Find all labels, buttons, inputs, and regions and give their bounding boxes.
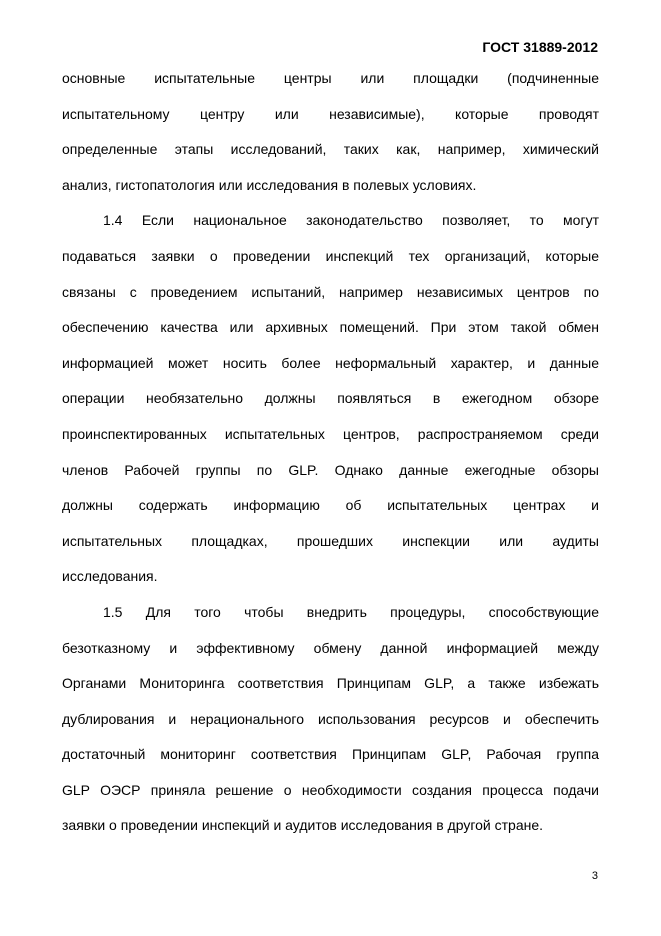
text-line: определенные этапы исследований, таких как, например, химический [62, 141, 599, 158]
text-line: подаваться заявки о проведении инспекций тех организаций, которые [62, 247, 599, 264]
document-code-header: ГОСТ 31889-2012 [482, 39, 598, 55]
text-line: дублирования и нерационального использования ресурсов и обеспечить [62, 710, 599, 727]
text-line: заявки о проведении инспекций и аудитов исследования в другой стране. [62, 817, 544, 834]
paragraph-start-1-4: 1.4 Если национальное законодательство позволяет, то могут [103, 212, 599, 229]
text-line: операции необязательно должны появляться в ежегодном обзоре [62, 390, 599, 407]
text-line: членов Рабочей группы по GLP. Однако данные ежегодные обзоры [62, 461, 599, 478]
text-line: исследования. [62, 568, 158, 585]
page-number: 3 [591, 870, 598, 882]
text-line: безотказному и эффективному обмену данной информацией между [62, 639, 599, 656]
text-line: анализ, гистопатология или исследования в полевых условиях. [62, 176, 477, 193]
text-line: обеспечению качества или архивных помещений. При этом такой обмен [62, 319, 599, 336]
document-body [62, 61, 599, 844]
text-line: Органами Мониторинга соответствия Принципам GLP, а также избежать [62, 675, 599, 692]
text-line: проинспектированных испытательных центров, распространяемом среди [62, 425, 599, 442]
text-line: достаточный мониторинг соответствия Принципам GLP, Рабочая группа [62, 746, 599, 763]
text-line: должны содержать информацию об испытательных центрах и [62, 497, 599, 514]
text-line: испытательных площадках, прошедших инспекции или аудиты [62, 532, 599, 549]
text-line: основные испытательные центры или площадки (подчиненные [62, 70, 599, 86]
text-line: связаны с проведением испытаний, например независимых центров по [62, 283, 599, 300]
paragraph-start-1-5: 1.5 Для того чтобы внедрить процедуры, способствующие [103, 603, 599, 620]
text-line: информацией может носить более неформальный характер, и данные [62, 354, 599, 371]
text-line: GLP ОЭСР приняла решение о необходимости создания процесса подачи [62, 781, 599, 798]
text-line: испытательному центру или независимые), которые проводят [62, 105, 599, 122]
